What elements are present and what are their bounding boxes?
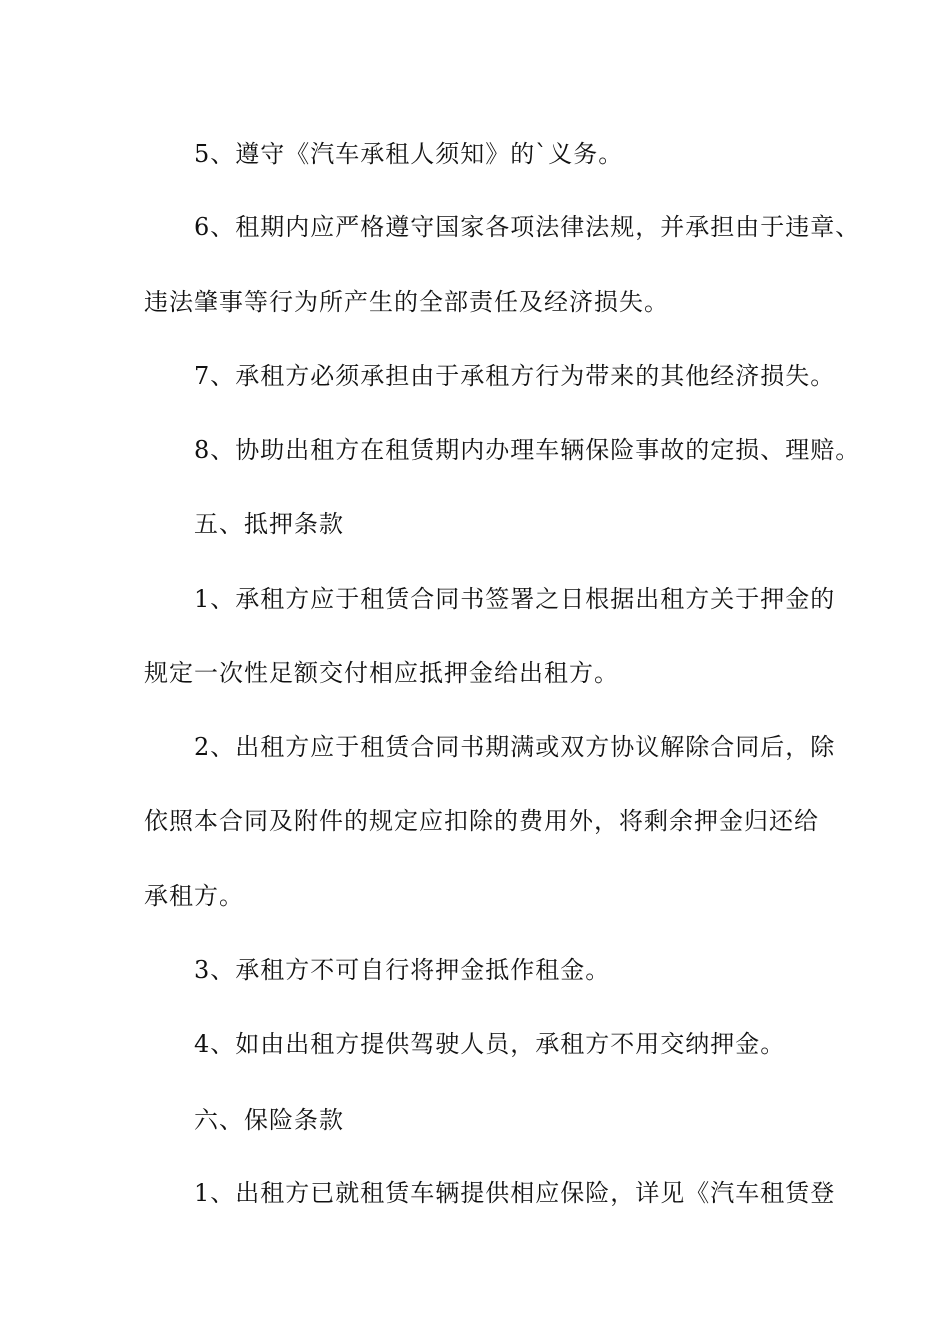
clause-line: 7、承租方必须承担由于承租方行为带来的其他经济损失。 [194, 362, 836, 390]
clause-line: 1、出租方已就租赁车辆提供相应保险，详见《汽车租赁登 [194, 1179, 836, 1207]
clause-line: 1、承租方应于租赁合同书签署之日根据出租方关于押金的 [194, 585, 836, 613]
clause-line: 5、遵守《汽车承租人须知》的`义务。 [194, 140, 624, 168]
clause-line: 违法肇事等行为所产生的全部责任及经济损失。 [144, 288, 669, 316]
section-heading: 五、抵押条款 [194, 510, 344, 538]
section-heading: 六、保险条款 [194, 1106, 344, 1134]
clause-line: 8、协助出租方在租赁期内办理车辆保险事故的定损、理赔。 [194, 436, 861, 464]
clause-line: 依照本合同及附件的规定应扣除的费用外，将剩余押金归还给 [144, 807, 819, 835]
clause-line: 规定一次性足额交付相应抵押金给出租方。 [144, 659, 619, 687]
clause-line: 3、承租方不可自行将押金抵作租金。 [194, 956, 611, 984]
clause-line: 6、租期内应严格遵守国家各项法律法规，并承担由于违章、 [194, 213, 861, 241]
clause-line: 2、出租方应于租赁合同书期满或双方协议解除合同后，除 [194, 733, 836, 761]
clause-line: 承租方。 [144, 882, 244, 910]
clause-line: 4、如由出租方提供驾驶人员，承租方不用交纳押金。 [194, 1030, 786, 1058]
